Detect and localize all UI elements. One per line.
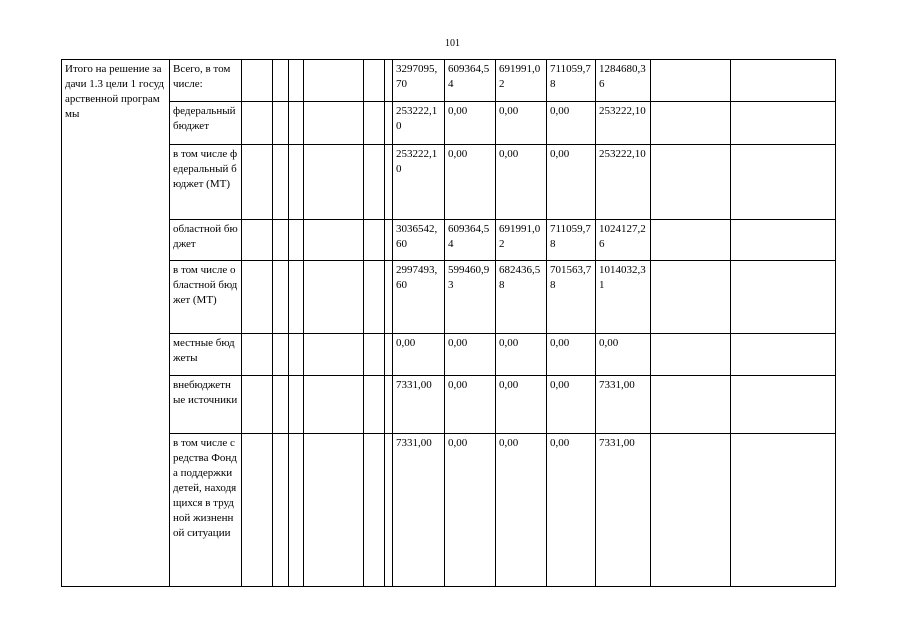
amount-cell: 0,00 (547, 334, 596, 376)
empty-cell (731, 434, 836, 587)
amount-cell: 0,00 (445, 334, 496, 376)
funding-source-cell: внебюджетные источники (170, 376, 242, 434)
amount-cell: 0,00 (547, 434, 596, 587)
amount-cell: 0,00 (547, 102, 596, 145)
table-row (62, 145, 836, 220)
table-row (62, 102, 836, 145)
amount-cell: 701563,78 (547, 261, 596, 334)
amount-cell: 253222,10 (393, 102, 445, 145)
empty-cell (385, 145, 393, 220)
empty-cell (364, 376, 385, 434)
amount-cell: 0,00 (547, 376, 596, 434)
empty-cell (273, 102, 289, 145)
amount-cell: 0,00 (445, 145, 496, 220)
empty-cell (385, 434, 393, 587)
amount-cell: 711059,78 (547, 220, 596, 261)
funding-source-cell: Всего, в том числе: (170, 60, 242, 102)
amount-cell: 253222,10 (596, 102, 651, 145)
amount-cell: 3297095,70 (393, 60, 445, 102)
amount-cell: 2997493,60 (393, 261, 445, 334)
amount-cell: 0,00 (393, 334, 445, 376)
empty-cell (731, 60, 836, 102)
empty-cell (242, 261, 273, 334)
amount-cell: 0,00 (445, 434, 496, 587)
empty-cell (289, 376, 304, 434)
empty-cell (273, 334, 289, 376)
empty-cell (651, 434, 731, 587)
empty-cell (242, 434, 273, 587)
empty-cell (651, 334, 731, 376)
amount-cell: 599460,93 (445, 261, 496, 334)
empty-cell (304, 220, 364, 261)
empty-cell (731, 102, 836, 145)
empty-cell (364, 334, 385, 376)
table-row (62, 261, 836, 334)
amount-cell: 7331,00 (596, 376, 651, 434)
empty-cell (242, 145, 273, 220)
empty-cell (364, 434, 385, 587)
amount-cell: 1024127,26 (596, 220, 651, 261)
empty-cell (304, 145, 364, 220)
amount-cell: 691991,02 (496, 220, 547, 261)
amount-cell: 7331,00 (596, 434, 651, 587)
empty-cell (289, 434, 304, 587)
empty-cell (385, 334, 393, 376)
empty-cell (289, 60, 304, 102)
funding-source-cell: в том числе средства Фонда поддержки детей, находящихся в трудной жизненной ситуации (170, 434, 242, 587)
amount-cell: 3036542,60 (393, 220, 445, 261)
funding-source-cell: в том числе федеральный бюджет (МТ) (170, 145, 242, 220)
empty-cell (242, 334, 273, 376)
amount-cell: 0,00 (445, 376, 496, 434)
empty-cell (273, 261, 289, 334)
empty-cell (242, 376, 273, 434)
empty-cell (651, 376, 731, 434)
empty-cell (731, 220, 836, 261)
empty-cell (289, 145, 304, 220)
empty-cell (304, 376, 364, 434)
empty-cell (364, 102, 385, 145)
empty-cell (273, 220, 289, 261)
empty-cell (242, 102, 273, 145)
empty-cell (364, 145, 385, 220)
funding-source-cell: местные бюджеты (170, 334, 242, 376)
amount-cell: 0,00 (496, 145, 547, 220)
amount-cell: 0,00 (496, 334, 547, 376)
amount-cell: 7331,00 (393, 434, 445, 587)
amount-cell: 0,00 (596, 334, 651, 376)
amount-cell: 0,00 (547, 145, 596, 220)
empty-cell (364, 261, 385, 334)
empty-cell (273, 145, 289, 220)
amount-cell: 1014032,31 (596, 261, 651, 334)
empty-cell (731, 334, 836, 376)
amount-cell: 0,00 (445, 102, 496, 145)
amount-cell: 609364,54 (445, 220, 496, 261)
empty-cell (651, 261, 731, 334)
empty-cell (651, 102, 731, 145)
amount-cell: 253222,10 (393, 145, 445, 220)
amount-cell: 609364,54 (445, 60, 496, 102)
amount-cell: 711059,78 (547, 60, 596, 102)
empty-cell (385, 261, 393, 334)
amount-cell: 0,00 (496, 102, 547, 145)
empty-cell (364, 60, 385, 102)
empty-cell (651, 220, 731, 261)
table-row (62, 334, 836, 376)
amount-cell: 7331,00 (393, 376, 445, 434)
empty-cell (651, 145, 731, 220)
amount-cell: 691991,02 (496, 60, 547, 102)
group-label-cell: Итого на решение задачи 1.3 цели 1 государственной программы (62, 60, 170, 587)
empty-cell (242, 220, 273, 261)
empty-cell (364, 220, 385, 261)
empty-cell (731, 261, 836, 334)
amount-cell: 682436,58 (496, 261, 547, 334)
empty-cell (385, 102, 393, 145)
empty-cell (304, 102, 364, 145)
funding-source-cell: федеральный бюджет (170, 102, 242, 145)
empty-cell (304, 60, 364, 102)
empty-cell (304, 334, 364, 376)
empty-cell (651, 60, 731, 102)
amount-cell: 253222,10 (596, 145, 651, 220)
amount-cell: 0,00 (496, 376, 547, 434)
empty-cell (289, 261, 304, 334)
empty-cell (304, 434, 364, 587)
table-row (62, 434, 836, 587)
empty-cell (731, 145, 836, 220)
empty-cell (273, 60, 289, 102)
empty-cell (385, 220, 393, 261)
empty-cell (304, 261, 364, 334)
funding-source-cell: областной бюджет (170, 220, 242, 261)
budget-table (61, 59, 836, 587)
table-row (62, 220, 836, 261)
page-number: 101 (445, 38, 460, 49)
empty-cell (289, 102, 304, 145)
empty-cell (242, 60, 273, 102)
amount-cell: 0,00 (496, 434, 547, 587)
amount-cell: 1284680,36 (596, 60, 651, 102)
empty-cell (289, 334, 304, 376)
empty-cell (385, 376, 393, 434)
table-row (62, 376, 836, 434)
empty-cell (273, 376, 289, 434)
empty-cell (731, 376, 836, 434)
empty-cell (385, 60, 393, 102)
empty-cell (273, 434, 289, 587)
table-row (62, 60, 836, 102)
empty-cell (289, 220, 304, 261)
funding-source-cell: в том числе областной бюджет (МТ) (170, 261, 242, 334)
